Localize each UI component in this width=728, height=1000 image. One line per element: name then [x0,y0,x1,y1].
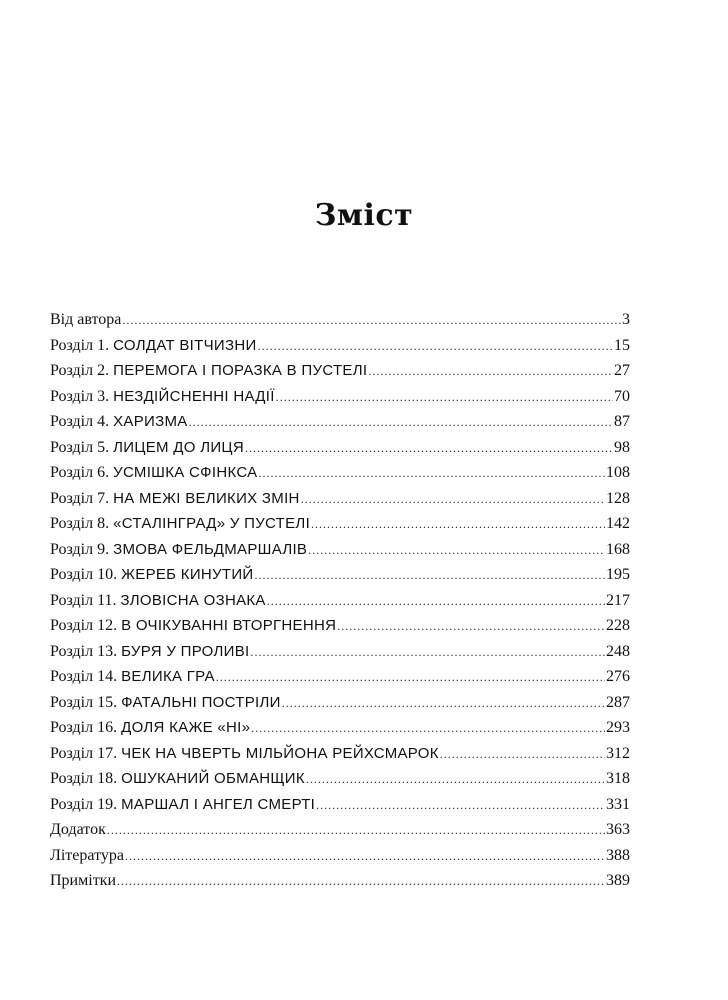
toc-entry [50,613,630,639]
toc-entry-prefix: Література [50,846,124,864]
toc-entry-title: БУРЯ У ПРОЛИВІ [121,642,250,660]
table-of-contents [50,307,630,894]
toc-entry [50,664,630,690]
toc-entry [50,690,630,716]
dot-leader [301,487,605,513]
toc-entry-page-number: 3 [622,311,630,328]
toc-entry-prefix: Розділ 14. [50,668,118,685]
dot-leader [311,512,605,538]
toc-entry-prefix: Додаток [50,821,106,838]
dot-leader [258,334,613,360]
toc-entry-title: НА МЕЖІ ВЕЛИКИХ ЗМІН [113,489,300,507]
toc-entry-prefix: Розділ 11. [50,591,117,609]
dot-leader [125,844,605,870]
toc-entry-title: «СТАЛІНГРАД» У ПУСТЕЛІ [113,515,311,532]
toc-entry-prefix: Розділ 12. [50,617,118,634]
toc-entry-prefix: Розділ 13. [50,642,118,660]
dot-leader [368,359,613,385]
toc-entry [50,792,630,818]
toc-entry-page-number: 27 [614,362,630,379]
toc-entry-page-number: 293 [606,719,630,736]
toc-entry [50,333,630,359]
dot-leader [251,716,605,742]
dot-leader [250,640,605,666]
toc-entry-title: ПЕРЕМОГА І ПОРАЗКА В ПУСТЕЛІ [113,362,368,379]
dot-leader [267,589,605,615]
toc-entry-title: ЗЛОВІСНА ОЗНАКА [120,591,266,609]
toc-entry [50,562,630,588]
toc-entry [50,741,630,767]
toc-entry-prefix: Від автора [50,311,122,328]
toc-entry-title: ВЕЛИКА ГРА [121,668,215,685]
toc-entry-page-number: 363 [606,821,630,838]
toc-entry [50,358,630,384]
page-title: Зміст [314,198,414,233]
toc-entry-page-number: 276 [606,668,630,685]
toc-entry [50,766,630,792]
dot-leader [308,538,605,564]
toc-entry [50,639,630,665]
toc-entry-page-number: 388 [606,846,630,864]
toc-entry-page-number: 128 [606,489,630,507]
toc-entry-page-number: 248 [606,642,630,660]
dot-leader [245,436,613,462]
toc-entry [50,435,630,461]
dot-leader [122,308,621,334]
toc-entry-title: ФАТАЛЬНІ ПОСТРІЛИ [121,693,281,711]
toc-entry-title: УСМІШКА СФІНКСА [113,464,258,481]
toc-entry-page-number: 98 [614,438,630,456]
toc-entry-prefix: Розділ 16. [50,719,118,736]
toc-entry-page-number: 168 [606,540,630,558]
toc-entry-page-number: 287 [606,693,630,711]
toc-entry-title: МАРШАЛ І АНГЕЛ СМЕРТІ [121,795,316,813]
toc-entry-title: В ОЧІКУВАННІ ВТОРГНЕННЯ [121,617,337,634]
toc-entry [50,588,630,614]
toc-entry-prefix: Розділ 5. [50,438,110,456]
toc-entry-page-number: 15 [614,336,630,354]
toc-entry-prefix: Розділ 19. [50,795,118,813]
toc-entry [50,486,630,512]
toc-entry-page-number: 217 [606,591,630,609]
toc-entry-prefix: Примітки [50,872,117,889]
toc-entry-page-number: 389 [606,872,630,889]
toc-entry-prefix: Розділ 6. [50,464,110,481]
dot-leader [107,818,605,844]
toc-entry [50,460,630,486]
toc-entry-prefix: Розділ 17. [50,744,118,762]
toc-entry-title: ХАРИЗМА [113,413,188,430]
toc-entry-title: СОЛДАТ ВІТЧИЗНИ [113,336,257,354]
toc-entry-prefix: Розділ 2. [50,362,110,379]
toc-entry-page-number: 228 [606,617,630,634]
dot-leader [316,793,605,819]
toc-entry-prefix: Розділ 7. [50,489,110,507]
toc-entry-title: ЗМОВА ФЕЛЬДМАРШАЛІВ [113,540,308,558]
toc-entry [50,537,630,563]
dot-leader [255,563,606,589]
toc-entry [50,307,630,333]
toc-entry-page-number: 312 [606,744,630,762]
dot-leader [258,461,605,487]
toc-entry-title: ЧЕК НА ЧВЕРТЬ МІЛЬЙОНА РЕЙХСМАРОК [121,744,439,762]
dot-leader [337,614,605,640]
toc-entry-title: ДОЛЯ КАЖЕ «НІ» [121,719,251,736]
dot-leader [440,742,605,768]
toc-entry-title: НЕЗДІЙСНЕННІ НАДІЇ [113,387,275,405]
dot-leader [276,385,613,411]
toc-entry [50,715,630,741]
toc-entry-prefix: Розділ 8. [50,515,110,532]
toc-entry [50,384,630,410]
dot-leader [282,691,605,717]
toc-entry-prefix: Розділ 4. [50,413,110,430]
toc-entry-prefix: Розділ 18. [50,770,118,787]
toc-entry-page-number: 142 [606,515,630,532]
dot-leader [189,410,613,436]
toc-entry-page-number: 87 [614,413,630,430]
toc-entry-title: ОШУКАНИЙ ОБМАНЩИК [121,770,305,787]
toc-entry-prefix: Розділ 15. [50,693,118,711]
toc-entry-prefix: Розділ 1. [50,336,110,354]
toc-entry-prefix: Розділ 3. [50,387,110,405]
toc-entry [50,843,630,869]
dot-leader [117,869,605,895]
dot-leader [306,767,605,793]
toc-entry [50,868,630,894]
toc-entry-page-number: 70 [614,387,630,405]
toc-entry [50,511,630,537]
toc-entry [50,817,630,843]
toc-entry-page-number: 195 [606,566,630,583]
toc-entry-title: ЛИЦЕМ ДО ЛИЦЯ [113,438,244,456]
toc-entry-prefix: Розділ 10. [50,566,118,583]
toc-entry-title: ЖЕРЕБ КИНУТИЙ [121,566,254,583]
toc-entry-prefix: Розділ 9. [50,540,110,558]
dot-leader [216,665,605,691]
toc-entry-page-number: 108 [606,464,630,481]
toc-entry-page-number: 331 [606,795,630,813]
toc-entry-page-number: 318 [606,770,630,787]
toc-entry [50,409,630,435]
